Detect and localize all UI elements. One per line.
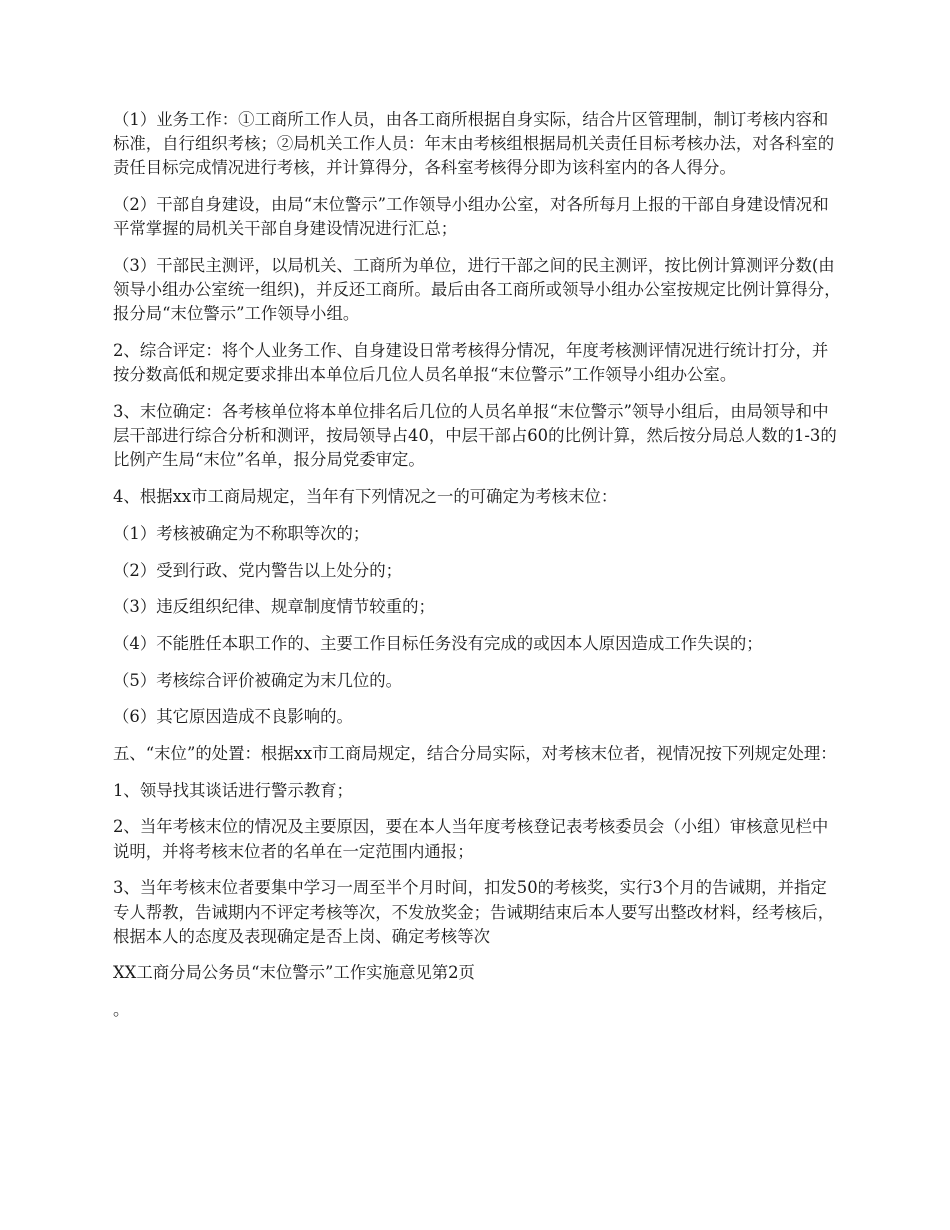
paragraph-business-work: （1）业务工作：①工商所工作人员，由各工商所根据自身实际，结合片区管理制，制订考核内容和标准，自行组织考核；②局机关工作人员：年末由考核组根据局机关责任目标考核办法，对各科室的责任目标完成情况进行考核，并计算得分，各科室考核得分即为该科室内的各人得分。 [113, 110, 835, 178]
list-item-criterion-6: （6）其它原因造成不良影响的。 [113, 707, 353, 727]
document-page [113, 108, 841, 1035]
page-footer-title: XX工商分局公务员“末位警示”工作实施意见第2页 [113, 963, 475, 983]
list-item-disposal-2: 2、当年考核末位的情况及主要原因，要在本人当年度考核登记表考核委员会（小组）审核意见栏中说明，并将考核末位者的名单在一定范围内通报； [113, 817, 829, 861]
paragraph-last-place-determination: 3、末位确定：各考核单位将本单位排名后几位的人员名单报“末位警示”领导小组后，由局领导和中层干部进行综合分析和测评，按局领导占40，中层干部占60的比例计算，然后按分局总人数的1-3的比例产生局“末位”名单，报分局党委审定。 [113, 402, 837, 470]
trailing-punctuation: 。 [113, 1000, 130, 1020]
list-item-disposal-1: 1、领导找其谈话进行警示教育； [113, 780, 353, 800]
list-item-criterion-2: （2）受到行政、党内警告以上处分的； [113, 560, 403, 580]
paragraph-comprehensive-assessment: 2、综合评定：将个人业务工作、自身建设日常考核得分情况，年度考核测评情况进行统计打分，并按分数高低和规定要求排出本单位后几位人员名单报“末位警示”工作领导小组办公室。 [113, 341, 829, 385]
list-item-disposal-3: 3、当年考核末位者要集中学习一周至半个月时间，扣发50的考核奖，实行3个月的告诫期，并指定专人帮教，告诫期内不评定考核等次，不发放奖金；告诫期结束后本人要写出整改材料，经考核后，根据本人的态度及表现确定是否上岗、确定考核等次 [113, 878, 835, 946]
paragraph-democratic-evaluation: （3）干部民主测评，以局机关、工商所为单位，进行干部之间的民主测评，按比例计算测评分数(由领导小组办公室统一组织)，并反还工商所。最后由各工商所或领导小组办公室按规定比例计算得分，报分局“末位警示”工作领导小组。 [113, 256, 841, 324]
paragraph-cadre-self-building: （2）干部自身建设，由局“末位警示”工作领导小组办公室，对各所每月上报的干部自身建设情况和平常掌握的局机关干部自身建设情况进行汇总； [113, 195, 829, 239]
paragraph-last-place-criteria: 4、根据xx市工商局规定，当年有下列情况之一的可确定为考核末位： [113, 487, 618, 507]
list-item-criterion-1: （1）考核被确定为不称职等次的； [113, 523, 370, 543]
list-item-criterion-4: （4）不能胜任本职工作的、主要工作目标任务没有完成的或因本人原因造成工作失误的； [113, 633, 763, 653]
list-item-criterion-5: （5）考核综合评价被确定为末几位的。 [113, 670, 403, 690]
list-item-criterion-3: （3）违反组织纪律、规章制度情节较重的； [113, 597, 435, 617]
section-heading-disposal: 五、“末位”的处置：根据xx市工商局规定，结合分局实际，对考核末位者，视情况按下列规定处理： [113, 744, 837, 764]
